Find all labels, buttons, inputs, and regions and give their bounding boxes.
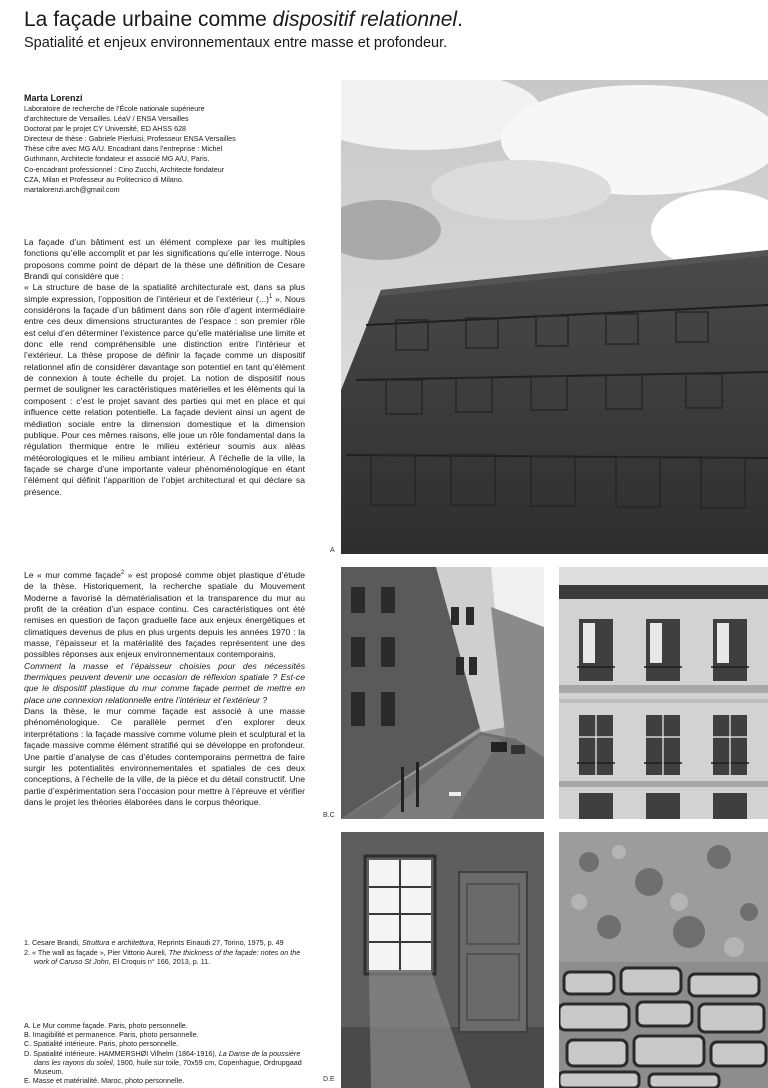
body-text: Dans la thèse, le mur comme façade est associé à une masse phénoménologique. Ce parallèle permet d’en explorer deux interprétations : la façade massive comme volume plein et sculptural et la façade massive comme élément stratifié qui se développe en profondeur. Une partie d’analyse de cas d’études contemporains permettra de faire surgir les potentialités environnementales et spatiales de ces deux conceptions, à l’échelle de la ville, de la pièce et du détail constructif. Une partie d’expérimentation sera l’occasion pour mettre à l’épreuve et vérifier dans le projet les théories élaborées dans le corpus théorique. <box>24 706 305 807</box>
quote-text: « La structure de base de la spatialité architecturale est, dans sa plus simple expression, l’opposition de l’intérieur et de l’extérieur (...) <box>24 282 305 304</box>
footnote-ref-2[interactable]: 2 <box>120 570 125 577</box>
author-name: Marta Lorenzi <box>24 93 83 103</box>
credit-e: E. Masse et matérialité. Maroc, photo personnelle. <box>24 1076 185 1086</box>
figure-label-bc: B.C <box>323 812 335 819</box>
photo-b-street <box>341 567 544 819</box>
author-email[interactable]: martalorenzi.arch@gmail.com <box>24 184 120 194</box>
figure-label-a: A <box>330 547 335 554</box>
affiliation-line: Co-encadrant professionnel : Cino Zucchi, Architecte fondateur <box>24 164 225 174</box>
affiliation-line: Guthmann, Architecte fondateur et associé MG A/U, Paris. <box>24 154 210 164</box>
photo-a-facade <box>341 80 768 554</box>
image-credits <box>24 1021 314 1085</box>
footnote-2: 2. « The wall as façade », Pier Vittorio Aureli, The thickness of the façade: notes on the work of Caruso St John, El Croquis n° 166, 2013, p. 11. <box>24 947 301 967</box>
affiliation-line: Doctorat par le projet CY Université, ED AHSS 628 <box>24 124 187 134</box>
page-title: La façade urbaine comme dispositif relationnel. <box>24 8 463 31</box>
credit-c: C. Spatialité intérieure. Paris, photo personnelle. <box>24 1039 179 1049</box>
body-text: ». Nous considérons la façade d’un bâtiment dans son rôle d’agent intermédiaire entre ces deux dimensions structurantes de l’espace : son premier rôle est celui d’en déterminer l’existence parce qu’elle matérialise une limite et donc elle rend compréhensible une distinction entre l’intérieur et l’extérieur. La thèse propose de définir la façade comme un dispositif relationnel afin de considérer davantage son potentiel en tant qu’élément de connexion à toute échelle du projet. La notion de dispositif nous permet de souligner les caractéristiques matérielles et les éléments qui la composent : c’est le projet savant des parties qui met en place et qui influence cette relation potentielle. La façade devient ainsi un agent de médiation sociale entre la dimension domestique et la dimension publique. Pour ces mêmes raisons, elle joue un rôle fondamental dans la régulation thermique entre le milieu extérieur soumis aux aléas météorologiques et le milieu ambiant intérieur. À l’échelle de la ville, la façade se charge d’une importante valeur phénoménologique en étant l’élément qui définit l’apparition de l’objet architectural et qui déclare sa présence. <box>24 293 305 497</box>
affiliation-line: Laboratoire de recherche de l’École nationale supérieure <box>24 104 205 113</box>
photo-c-windows <box>559 567 768 819</box>
body-text: » est proposé comme objet plastique d’étude de la thèse. Historiquement, la recherche spatiale du Mouvement Moderne a favorisé la dématérialisation et la transparence du mur au profit de la création d’un espace continu. Ces caractéristiques ont été remises en question de façon graduelle face aux enjeux énergétiques et climatiques devenus de plus en plus urgents depuis les années 1970 : la masse, l’épaisseur et la matérialité des façades représentent une des possibles réponses aux enjeux environnementaux contemporains. <box>24 570 305 660</box>
author-block <box>24 92 324 195</box>
footnote-1: 1. Cesare Brandi, Struttura e architettura, Reprints Einaudi 27, Torino, 1975, p. 49 <box>24 938 284 947</box>
credit-d: D. Spatialité intérieure. HAMMERSHØI Vilhelm (1864-1916), La Danse de la poussière dans les rayons du soleil, 1900, huile sur toile, 70x59 cm, Copenhague, Ordrupgaad Museum. <box>24 1048 302 1077</box>
research-question: Comment la masse et l’épaisseur choisies pour des nécessités thermiques peuvent devenir une occasion de réflexion spatiale ? Est-ce que le dispositif plastique du mur comme façade permet de mettre en place une connexion relationnelle entre l’intérieur et l’extérieur ? <box>24 660 305 705</box>
footnote-ref-1[interactable]: 1 <box>268 293 273 300</box>
body-paragraph-1 <box>24 237 305 498</box>
credit-a: A. Le Mur comme façade. Paris, photo personnelle. <box>24 1021 188 1030</box>
footnotes <box>24 938 314 967</box>
affiliation-line: CZA, Milan et Professeur au Politecnico di Milano. <box>24 174 184 184</box>
title-italic: dispositif relationnel <box>272 8 458 31</box>
credit-b: B. Imagibilité et permanence. Paris, photo personnelle. <box>24 1030 199 1040</box>
photo-e-stone <box>559 832 768 1088</box>
page-subtitle: Spatialité et enjeux environnementaux entre masse et profondeur. <box>24 35 448 51</box>
affiliation-line: d’architecture de Versailles. LéaV / ENSA Versailles <box>24 114 189 124</box>
intro-text: La façade d’un bâtiment est un élément complexe par les multiples fonctions qu’elle accomplit et par les significations qu’elle interroge. Nous proposons comme point de départ de la thèse une définition de Cesare Brandi qui considère que : <box>24 237 305 282</box>
affiliation-line: Thèse cifre avec MG A/U. Encadrant dans l’entreprise : Michel <box>24 144 223 154</box>
body-text: Le « mur comme façade <box>24 570 121 580</box>
affiliation-line: Directeur de thèse : Gabriele Pierluisi, Professeur ENSA Versailles <box>24 134 236 144</box>
figure-label-de: D.E <box>323 1076 335 1083</box>
body-paragraph-2 <box>24 570 305 808</box>
photo-d-interior <box>341 832 544 1088</box>
